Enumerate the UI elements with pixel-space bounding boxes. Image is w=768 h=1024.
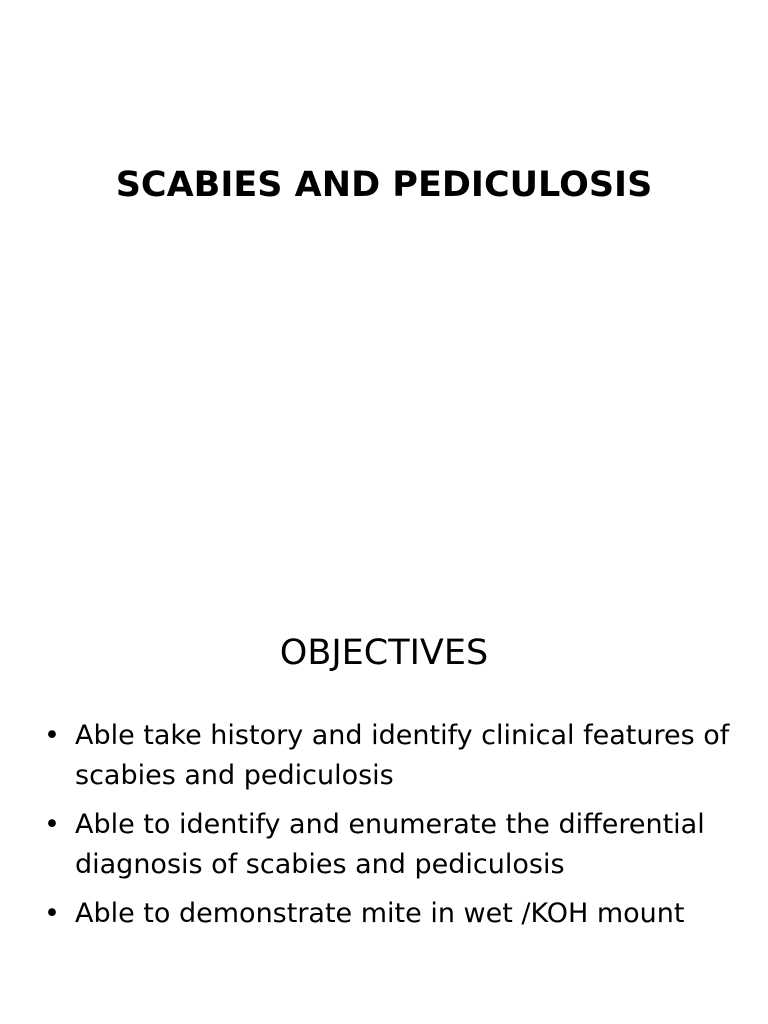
list-item-text: Able take history and identify clinical features of scabies and pediculosis: [75, 720, 730, 791]
objectives-heading: OBJECTIVES: [279, 633, 489, 673]
list-item: [44, 894, 744, 934]
bullet-icon: •: [44, 809, 60, 840]
list-item: [44, 805, 744, 885]
objectives-list: [44, 716, 744, 943]
presentation-title: SCABIES AND PEDICULOSIS: [115, 165, 653, 205]
objectives-slide: [0, 512, 768, 1024]
list-item-text: Able to identify and enumerate the differential diagnosis of scabies and pediculosis: [75, 809, 705, 880]
list-item-text: Able to demonstrate mite in wet /KOH mount: [75, 898, 685, 929]
list-item: [44, 716, 744, 796]
bullet-icon: •: [44, 720, 60, 751]
bullet-icon: •: [44, 898, 60, 929]
